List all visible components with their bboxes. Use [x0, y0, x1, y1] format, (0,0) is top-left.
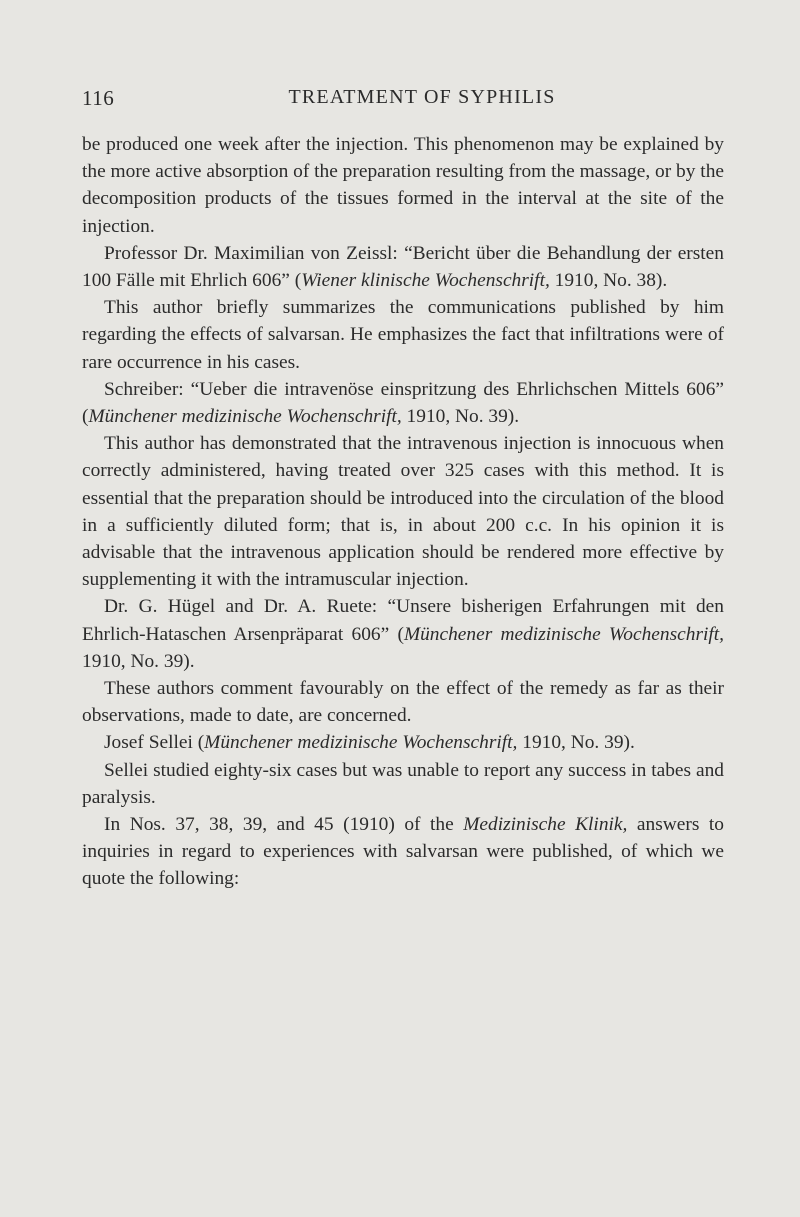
citation-zeissl — [82, 240, 724, 294]
running-title: TREATMENT OF SYPHILIS — [288, 86, 556, 108]
page-header — [82, 86, 722, 114]
citation-text: 1910, No. 39). — [401, 406, 520, 428]
journal-title: Münchener medizinische Wochenschrift, — [88, 406, 402, 428]
journal-title: Wiener klinische Wochenschrift, — [301, 270, 550, 292]
citation-text: 1910, No. 39). — [517, 732, 635, 754]
citation-sellei — [82, 729, 724, 756]
body-text — [82, 131, 724, 893]
citation-schreiber — [82, 376, 724, 430]
citation-text: 1910, No. 39). — [82, 650, 195, 672]
citation-hugel-ruete — [82, 593, 724, 675]
paragraph-text: In Nos. 37, 38, 39, and 45 (1910) of the — [104, 814, 464, 836]
paragraph-text: answers to inquiries in regard to experiences with salvarsan were published, of which we quote the following: — [82, 814, 724, 890]
citation-text: Josef Sellei ( — [104, 732, 205, 754]
citation-text: 1910, No. 38). — [549, 270, 668, 292]
page-number: 116 — [82, 86, 115, 110]
journal-title: Münchener medizinische Wochenschrift, — [403, 623, 724, 645]
citation-text: Dr. G. Hügel and Dr. A. Ruete: “Unsere bisherigen Erfahrungen mit den Ehrlich-Hataschen Arsenpräparat 606” ( — [82, 596, 724, 645]
paragraph-1: be produced one week after the injection. This phenomenon may be explained by the more active absorption of the preparation resulting from the massage, or by the decomposition products of the tissues formed in the interval at the site of the injection. — [82, 134, 724, 237]
citation-text: Schreiber: “Ueber die intravenöse einspritzung des Ehrlichschen Mittels 606” ( — [82, 378, 724, 428]
paragraph-3: This author briefly summarizes the communications published by him regarding the effects of salvarsan. He emphasizes the fact that infiltrations were of rare occurrence in his cases. — [82, 297, 724, 373]
citation-text: Professor Dr. Maximilian von Zeissl: “Bericht über die Behandlung der ersten 100 Fälle mit Ehrlich 606” ( — [82, 242, 724, 292]
journal-title: Medizinische Klinik, — [463, 814, 628, 836]
journal-title: Münchener medizinische Wochenschrift, — [204, 732, 518, 754]
paragraph-5: This author has demonstrated that the intravenous injection is innocuous when correctly administered, having treated over 325 cases with this method. It is essential that the preparation should be introduced into the circulation of the blood in a sufficiently diluted form; that is, in about 200 c.c. In his opinion it is advisable that the intravenous application should be rendered more effective by supplementing it with the intramuscular injection. — [82, 433, 724, 591]
paragraph-10 — [82, 811, 724, 893]
paragraph-9: Sellei studied eighty-six cases but was unable to report any success in tabes and paralysis. — [82, 759, 724, 808]
paragraph-7: These authors comment favourably on the effect of the remedy as far as their observations, made to date, are concerned. — [82, 678, 724, 727]
